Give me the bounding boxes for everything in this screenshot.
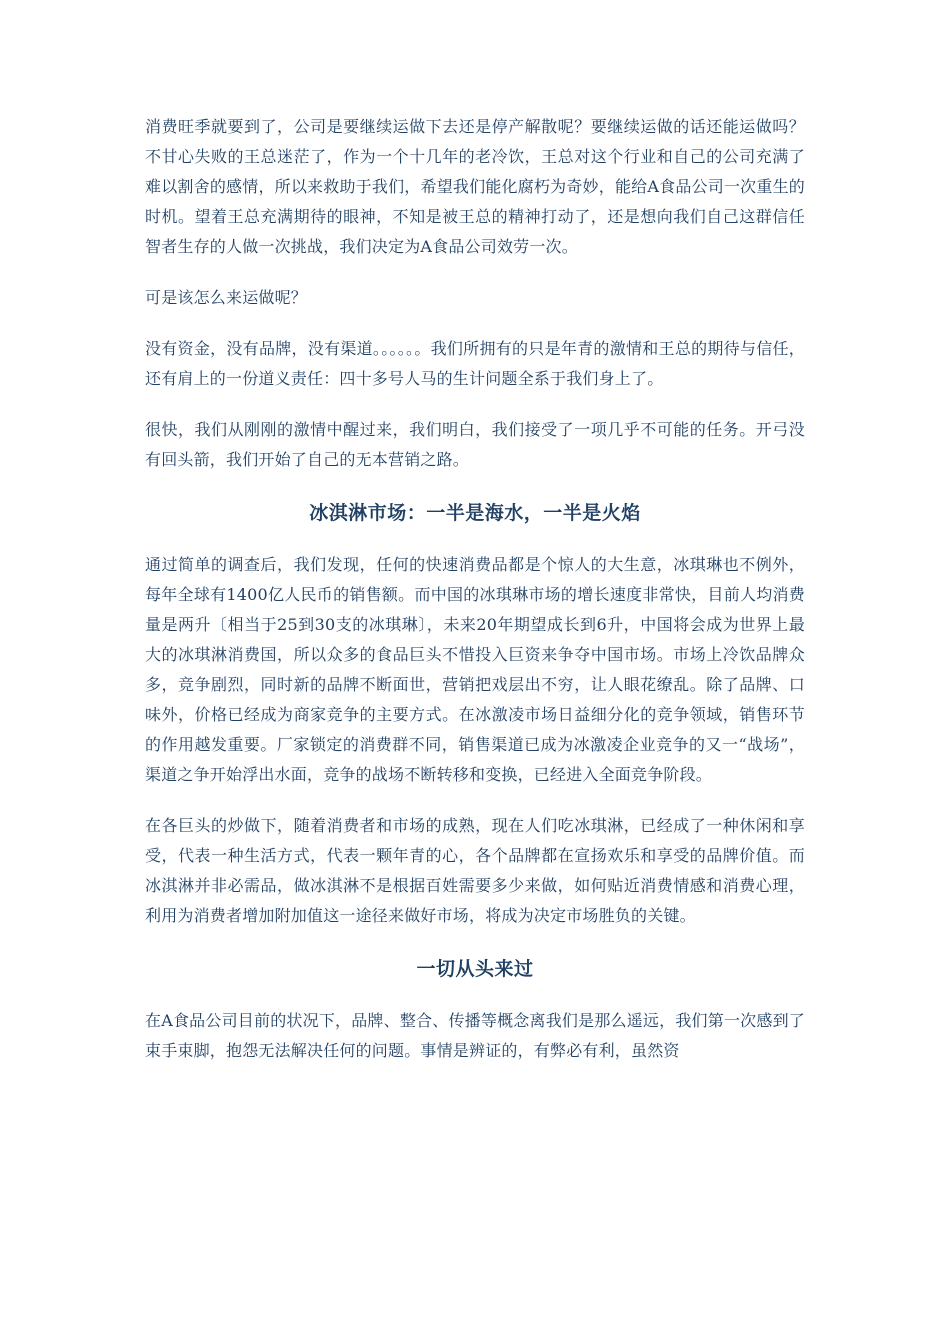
paragraph-intro-3: 没有资金，没有品牌，没有渠道。。。。。。我们所拥有的只是年青的激情和王总的期待与信任，还有肩上的一份道义责任：四十多号人马的生计问题全系于我们身上了。 [145,339,805,388]
document-page [145,112,805,1087]
paragraph-intro-2: 可是该怎么来运做呢？ [145,288,308,307]
paragraph-market-1: 通过简单的调查后，我们发现，任何的快速消费品都是个惊人的大生意，冰琪琳也不例外，每年全球有1400亿人民币的销售额。而中国的冰琪琳市场的增长速度非常快，目前人均消费量是两升〔相当于25到30支的冰琪琳〕，未来20年期望成长到6升，中国将会成为世界上最大的冰琪淋消费国，所以众多的食品巨头不惜投入巨资来争夺中国市场。市场上冷饮品牌众多，竞争剧烈，同时新的品牌不断面世，营销把戏层出不穷，让人眼花缭乱。除了品牌、口味外，价格已经成为商家竞争的主要方式。在冰激凌市场日益细分化的竞争领域，销售环节的作用越发重要。厂家锁定的消费群不同，销售渠道已成为冰激凌企业竞争的又一“战场”，渠道之争开始浮出水面，竞争的战场不断转移和变换，已经进入全面竞争阶段。 [145,555,805,784]
paragraph-intro-1: 消费旺季就要到了，公司是要继续运做下去还是停产解散呢？要继续运做的话还能运做吗？不甘心失败的王总迷茫了，作为一个十几年的老冷饮，王总对这个行业和自己的公司充满了难以割舍的感情，所以来救助于我们，希望我们能化腐朽为奇妙，能给A食品公司一次重生的时机。望着王总充满期待的眼神，不知是被王总的精神打动了，还是想向我们自己这群信任智者生存的人做一次挑战，我们决定为A食品公司效劳一次。 [145,117,805,256]
section-heading-ice-cream-market: 冰淇淋市场：一半是海水，一半是火焰 [309,502,641,524]
section-heading-start-over: 一切从头来过 [416,958,534,980]
paragraph-intro-4: 很快，我们从刚刚的激情中醒过来，我们明白，我们接受了一项几乎不可能的任务。开弓没有回头箭，我们开始了自己的无本营销之路。 [145,420,805,469]
paragraph-market-2: 在各巨头的炒做下，随着消费者和市场的成熟，现在人们吃冰琪淋，已经成了一种休闲和享受，代表一种生活方式，代表一颗年青的心，各个品牌都在宣扬欢乐和享受的品牌价值。而冰淇淋并非必需品，做冰淇淋不是根据百姓需要多少来做，如何贴近消费情感和消费心理，利用为消费者增加附加值这一途径来做好市场，将成为决定市场胜负的关键。 [145,816,805,925]
paragraph-start-over-1: 在A食品公司目前的状况下，品牌、整合、传播等概念离我们是那么遥远，我们第一次感到了束手束脚，抱怨无法解决任何的问题。事情是辨证的，有弊必有利，虽然资 [145,1011,805,1060]
